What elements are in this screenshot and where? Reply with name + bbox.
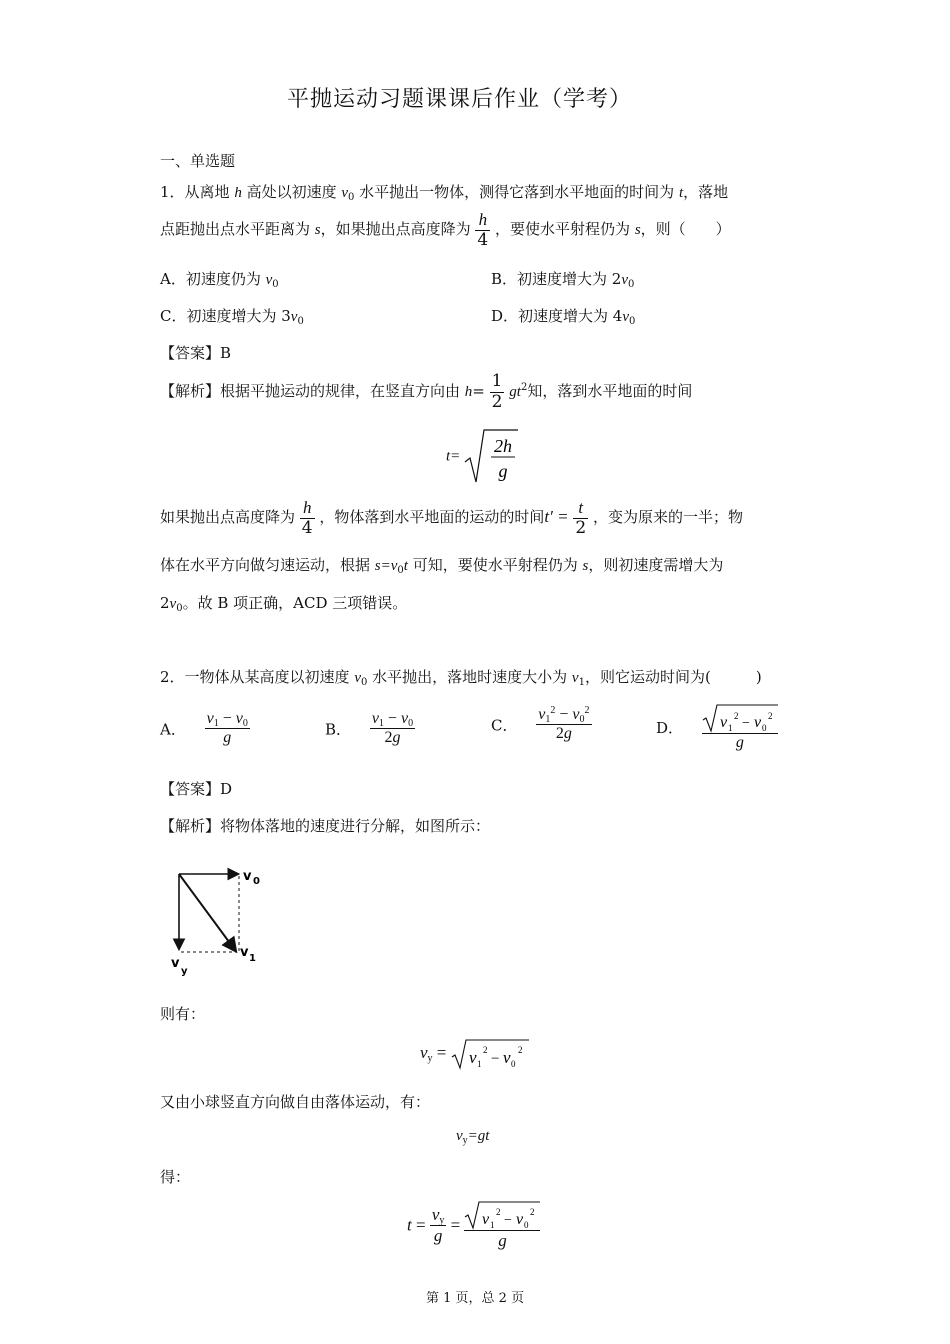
q1-answer: 【答案】B [160, 344, 232, 362]
svg-text:1: 1 [249, 953, 256, 964]
svg-text:1: 1 [490, 1220, 495, 1230]
svg-text:v: v [482, 1211, 490, 1228]
formula-vy-gt: $v_y=gt$ [456, 1128, 490, 1146]
svg-text:2: 2 [767, 711, 773, 721]
svg-text:0: 0 [524, 1220, 529, 1230]
formula-t-sqrt: t= 2h g [446, 428, 518, 486]
label-v0: v [243, 869, 252, 884]
fraction-h-over-4-b: $\frac{h}{4}$ [301, 498, 313, 538]
label-v1: v [240, 945, 249, 960]
formula-2h: 2h [494, 436, 513, 456]
q1-analysis-line4: $2v_0$。故 B 项正确，ACD 三项错误。 [160, 594, 408, 614]
option-a-fraction: $\frac{v_1 - v_0}{g}$ [206, 710, 248, 747]
option-d-fraction: v 1 2 − v 0 2 g [702, 703, 778, 752]
formula-g: g [498, 461, 508, 481]
q1-option-d[interactable]: D．初速度增大为 $4v_0$ [491, 307, 636, 327]
fraction-sqrt-over-g: v 1 2 − v 0 2 g [464, 1200, 540, 1251]
svg-text:0: 0 [761, 723, 767, 733]
svg-text:0: 0 [510, 1059, 516, 1069]
svg-text:v: v [468, 1048, 477, 1067]
svg-text:y: y [181, 966, 188, 977]
svg-text:2: 2 [482, 1045, 488, 1055]
svg-text:v: v [502, 1048, 511, 1067]
q2-answer: 【答案】D [160, 780, 233, 798]
q1-analysis-line2: 如果抛出点高度降为 $\frac{h}{4}$ ，物体落到水平地面的运动的时间t′ = $\frac{t}{2}$ ，变为原来的一半；物 [160, 498, 743, 538]
q2-option-d[interactable]: D． v 1 2 − v 0 2 g [656, 703, 778, 759]
fraction-one-half: $\frac{1}{2}$ [491, 371, 503, 412]
svg-text:2: 2 [733, 711, 739, 721]
sqrt-sign-icon [464, 1200, 540, 1230]
svg-text:2: 2 [517, 1045, 523, 1055]
svg-text:v: v [753, 714, 761, 731]
velocity-decomposition-diagram [165, 860, 275, 980]
q2-option-c[interactable]: C． $\frac{v_1^2 - v_0^2}{2g}$ [491, 705, 590, 743]
formula-t-final: t = $\frac{v_y}{g}$ = v 1 2 − v 0 2 g [407, 1200, 540, 1251]
q1-option-c[interactable]: C．初速度增大为 $3v_0$ [160, 307, 304, 327]
q1-option-a[interactable]: A．初速度仍为 $v_0$ [160, 270, 279, 290]
svg-text:0: 0 [253, 876, 260, 887]
svg-text:1: 1 [727, 723, 733, 733]
q2-option-a[interactable]: A． $\frac{v_1 - v_0}{g}$ [160, 710, 248, 747]
q2-get: 得： [160, 1168, 191, 1186]
sqrt-sign-icon [464, 428, 518, 486]
page-title: 平抛运动习题课课后作业（学考） [287, 87, 633, 112]
svg-text:v: v [516, 1211, 524, 1228]
q2-free-fall: 又由小球竖直方向做自由落体运动，有： [160, 1093, 431, 1111]
v1-vector [179, 874, 235, 950]
svg-text:v: v [719, 714, 727, 731]
option-b-fraction: $\frac{v_1 - v_0}{2g}$ [371, 710, 414, 747]
q1-analysis-line1: 【解析】根据平抛运动的规律，在竖直方向由 h= $\frac{1}{2}$ $gt^2$知，落到水平地面的时间 [160, 371, 693, 412]
q1-stem-line1: 1．从离地 h 高处以初速度 $v_0$ 水平抛出一物体，测得它落到水平地面的时间为 t，落地 [160, 183, 729, 203]
q1-option-b[interactable]: B．初速度增大为 $2v_0$ [491, 270, 635, 290]
q2-stem: 2．一物体从某高度以初速度 $v_0$ 水平抛出，落地时速度大小为 $v_1$，则它运动时间为( ) [160, 668, 762, 688]
fraction-t-over-2: $\frac{t}{2}$ [575, 498, 587, 538]
svg-text:2: 2 [530, 1207, 535, 1217]
svg-text:1: 1 [476, 1059, 482, 1069]
svg-text:2: 2 [496, 1207, 501, 1217]
fraction-h-over-4: $\frac{h}{4}$ [477, 210, 489, 250]
q1-analysis-line3: 体在水平方向做匀速运动，根据 $s=v_0t$ 可知，要使水平射程仍为 s，则初速度需增大为 [160, 556, 724, 576]
svg-text:−: − [504, 1213, 513, 1228]
label-vy: v [171, 956, 180, 971]
section-heading: 一、单选题 [160, 152, 236, 170]
option-c-fraction: $\frac{v_1^2 - v_0^2}{2g}$ [538, 705, 590, 743]
svg-text:−: − [490, 1051, 500, 1067]
formula-vy-sqrt: $v_y$ = v 1 2 − v 0 2 [420, 1038, 529, 1070]
q2-analysis-line1: 【解析】将物体落地的速度进行分解，如图所示： [160, 817, 491, 835]
q1-stem-line2: 点距抛出点水平距离为 s，如果抛出点高度降为 $\frac{h}{4}$ ，要使水平射程仍为 s，则（ ） [160, 210, 731, 250]
svg-text:−: − [741, 716, 750, 731]
q2-option-b[interactable]: B． $\frac{v_1 - v_0}{2g}$ [325, 710, 414, 747]
fraction-vy-over-g: $\frac{v_y}{g}$ [431, 1205, 445, 1245]
page-footer: 第 1 页，总 2 页 [426, 1291, 525, 1306]
sqrt-sign-icon [702, 703, 778, 733]
q2-then: 则有： [160, 1005, 206, 1023]
sqrt-sign-icon [451, 1038, 529, 1070]
